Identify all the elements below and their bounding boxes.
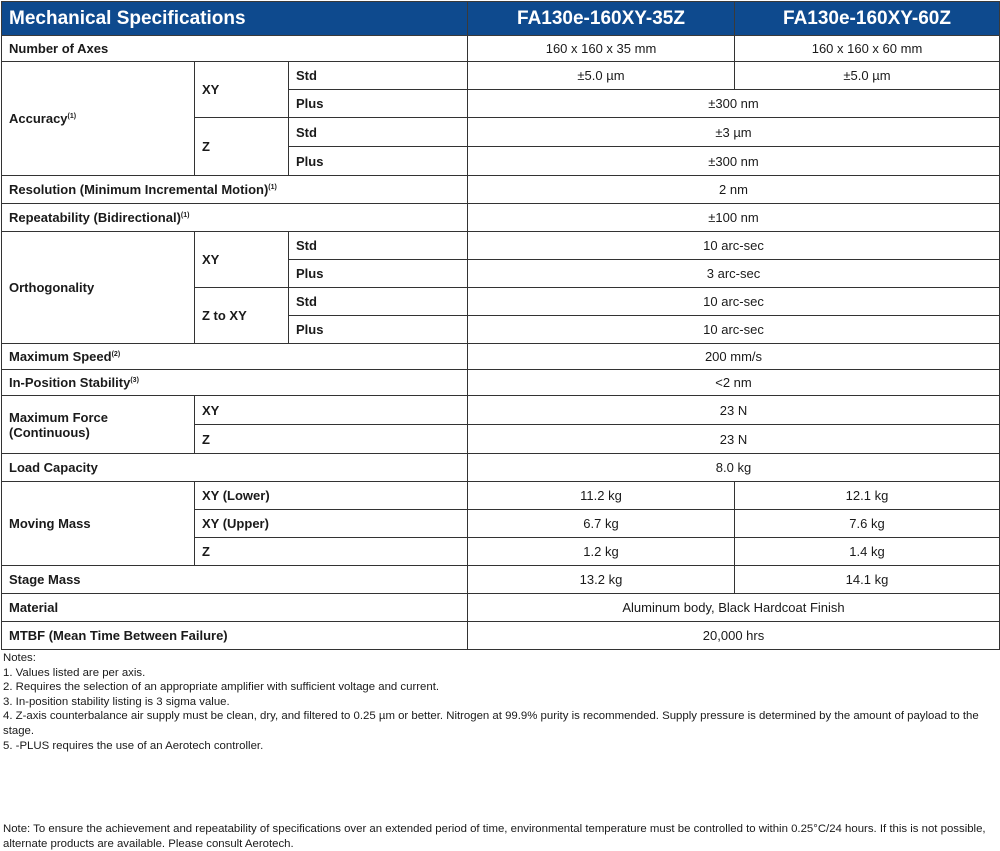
accuracy-xy-std-label: Std	[289, 62, 468, 90]
moving-mass-upper-a: 6.7 kg	[468, 510, 735, 538]
moving-mass-xy-upper-label: XY (Upper)	[195, 510, 468, 538]
note-item: 2. Requires the selection of an appropriate amplifier with sufficient voltage and current.	[3, 681, 440, 694]
orthogonality-xy-plus-label: Plus	[289, 260, 468, 288]
max-force-xy-label: XY	[195, 396, 468, 425]
stability-value: <2 nm	[468, 370, 1000, 396]
note-item: 1. Values listed are per axis.	[3, 666, 146, 679]
table-row	[2, 454, 1000, 482]
row-label-accuracy: Accuracy$^{(1)}$	[2, 62, 195, 176]
accuracy-xy-label: XY	[195, 62, 289, 118]
table-row	[2, 370, 1000, 396]
max-speed-value: 200 mm/s	[468, 344, 1000, 370]
model-a-header: FA130e-160XY-35Z	[468, 2, 735, 36]
row-label-resolution: Resolution (Minimum Incremental Motion)$^{(1)}$	[2, 176, 468, 204]
row-label-max-speed: Maximum Speed$^{(2)}$	[2, 344, 468, 370]
row-label-repeatability: Repeatability (Bidirectional)$^{(1)}$	[2, 204, 468, 232]
max-force-z-value: 23 N	[468, 425, 1000, 454]
orthogonality-xy-plus-value: 3 arc-sec	[468, 260, 1000, 288]
moving-mass-z-label: Z	[195, 538, 468, 566]
row-label-load: Load Capacity	[2, 454, 468, 482]
table-row	[2, 482, 1000, 510]
table-row	[2, 36, 1000, 62]
notes-section	[3, 651, 997, 753]
accuracy-z-std-value: ±3 µm	[468, 118, 1000, 147]
load-value: 8.0 kg	[468, 454, 1000, 482]
orthogonality-xy-label: XY	[195, 232, 289, 288]
orthogonality-zxy-std-label: Std	[289, 288, 468, 316]
table-row	[2, 232, 1000, 260]
row-label-moving-mass: Moving Mass	[2, 482, 195, 566]
note-item: 3. In-position stability listing is 3 sigma value.	[3, 695, 230, 708]
row-label-stability: In-Position Stability$^{(3)}$	[2, 370, 468, 396]
accuracy-z-plus-label: Plus	[289, 147, 468, 176]
note-item: 4. Z-axis counterbalance air supply must be clean, dry, and filtered to 0.25 µm or better. Nitrogen at 99.9% purity is recommended. Supply pressure is determined by the amount of payload to the stage.	[3, 710, 979, 737]
accuracy-xy-std-a: ±5.0 µm	[468, 62, 735, 90]
moving-mass-lower-a: 11.2 kg	[468, 482, 735, 510]
row-label-axes: Number of Axes	[2, 36, 468, 62]
moving-mass-lower-b: 12.1 kg	[735, 482, 1000, 510]
repeatability-value: ±100 nm	[468, 204, 1000, 232]
notes-heading: Notes:	[3, 652, 36, 664]
max-force-z-label: Z	[195, 425, 468, 454]
row-label-mtbf: MTBF (Mean Time Between Failure)	[2, 622, 468, 650]
table-row	[2, 396, 1000, 425]
material-value: Aluminum body, Black Hardcoat Finish	[468, 594, 1000, 622]
table-header-row	[2, 2, 1000, 36]
max-force-xy-value: 23 N	[468, 396, 1000, 425]
moving-mass-xy-lower-label: XY (Lower)	[195, 482, 468, 510]
accuracy-z-std-label: Std	[289, 118, 468, 147]
note-item: 5. -PLUS requires the use of an Aerotech controller.	[3, 739, 264, 752]
moving-mass-upper-b: 7.6 kg	[735, 510, 1000, 538]
table-row	[2, 62, 1000, 90]
table-row	[2, 566, 1000, 594]
orthogonality-xy-std-label: Std	[289, 232, 468, 260]
environment-footnote: Note: To ensure the achievement and repeatability of specifications over an extended period of time, environmental temperature must be controlled to within 0.25°C/24 hours. If this is not possible, alternate products are available. Please consult Aerotech.	[3, 823, 986, 850]
row-label-max-force: Maximum Force (Continuous)	[2, 396, 195, 454]
orthogonality-zxy-plus-value: 10 arc-sec	[468, 316, 1000, 344]
axes-value-b: 160 x 160 x 60 mm	[735, 36, 1000, 62]
accuracy-z-label: Z	[195, 118, 289, 176]
orthogonality-xy-std-value: 10 arc-sec	[468, 232, 1000, 260]
table-title: Mechanical Specifications	[2, 2, 468, 36]
accuracy-xy-plus-value: ±300 nm	[468, 90, 1000, 118]
table-row	[2, 344, 1000, 370]
table-row	[2, 622, 1000, 650]
moving-mass-z-b: 1.4 kg	[735, 538, 1000, 566]
row-label-stage-mass: Stage Mass	[2, 566, 468, 594]
stage-mass-a: 13.2 kg	[468, 566, 735, 594]
moving-mass-z-a: 1.2 kg	[468, 538, 735, 566]
mechanical-specifications-table	[1, 1, 1000, 650]
orthogonality-zxy-std-value: 10 arc-sec	[468, 288, 1000, 316]
table-row	[2, 176, 1000, 204]
accuracy-xy-plus-label: Plus	[289, 90, 468, 118]
resolution-value: 2 nm	[468, 176, 1000, 204]
row-label-material: Material	[2, 594, 468, 622]
orthogonality-zxy-plus-label: Plus	[289, 316, 468, 344]
stage-mass-b: 14.1 kg	[735, 566, 1000, 594]
model-b-header: FA130e-160XY-60Z	[735, 2, 1000, 36]
axes-value-a: 160 x 160 x 35 mm	[468, 36, 735, 62]
row-label-orthogonality: Orthogonality	[2, 232, 195, 344]
orthogonality-zxy-label: Z to XY	[195, 288, 289, 344]
accuracy-z-plus-value: ±300 nm	[468, 147, 1000, 176]
mtbf-value: 20,000 hrs	[468, 622, 1000, 650]
accuracy-xy-std-b: ±5.0 µm	[735, 62, 1000, 90]
table-row	[2, 204, 1000, 232]
table-row	[2, 594, 1000, 622]
